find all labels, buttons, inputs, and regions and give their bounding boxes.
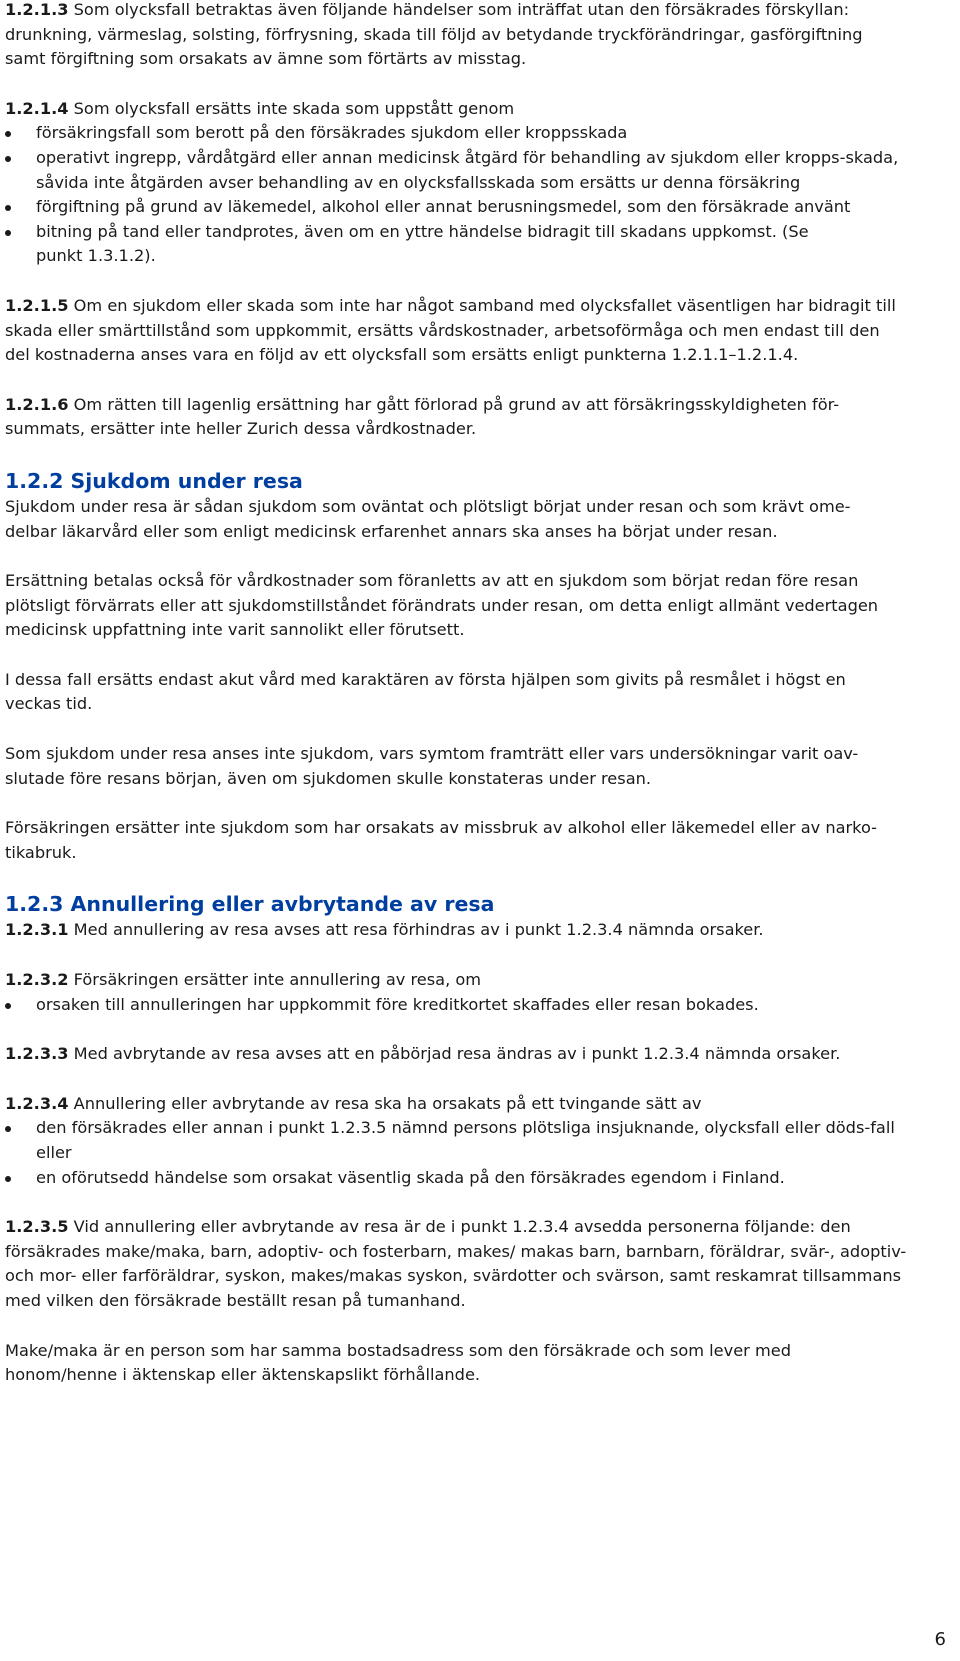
paragraph-1-2-1-5 — [5, 294, 905, 368]
document-page — [5, 0, 950, 1388]
clause-text: Som olycksfall betraktas även följande händelser som inträffat utan den försäkrades förskyllan: drunkning, värmeslag, solsting, förfrysning, skada till följd av betydande tryckförändringar, gasförgiftning samt förgiftning som orsakats av ämne som förtärts av misstag. — [5, 0, 863, 69]
paragraph-1-2-1-6 — [5, 393, 885, 442]
paragraph-1-2-3-2 — [5, 968, 950, 1017]
clause-text: Med avbrytande av resa avses att en påbörjad resa ändras av i punkt 1.2.3.4 nämnda orsaker. — [68, 1044, 841, 1064]
paragraph-sjukdom-3: I dessa fall ersätts endast akut vård med karaktären av första hjälpen som givits på resmålet i högst en veckas tid. — [5, 669, 846, 714]
clause-number: 1.2.1.4 — [5, 98, 69, 118]
bullet-list — [5, 1116, 920, 1190]
paragraph-1-2-3-4 — [5, 1092, 920, 1190]
list-item: förgiftning på grund av läkemedel, alkohol eller annat berusningsmedel, som den försäkrade använt — [5, 195, 905, 220]
bullet-icon — [5, 1176, 11, 1182]
paragraph-sjukdom-4: Som sjukdom under resa anses inte sjukdom, vars symtom framträtt eller vars undersökningar varit oav-slutade före resans början, även om sjukdomen skulle konstateras under resan. — [5, 744, 859, 788]
list-item: den försäkrades eller annan i punkt 1.2.3.5 nämnd persons plötsliga insjuknande, olycksfall eller döds-fall eller — [5, 1116, 920, 1165]
bullet-icon — [5, 230, 11, 236]
paragraph-sjukdom-1: Sjukdom under resa är sådan sjukdom som oväntat och plötsligt börjat under resan och som krävt ome-delbar läkarvård eller som enligt medicinsk erfarenhet annars ska anses ha börjat under resan. — [5, 496, 851, 541]
paragraph-sjukdom-2: Ersättning betalas också för vårdkostnader som föranletts av att en sjukdom som börjat redan före resan plötsligt förvärrats eller att sjukdomstillståndet förändrats under resan, om detta enligt allmänt vedertagen medicinsk uppfattning inte varit sannolikt eller förutsett. — [5, 571, 879, 640]
clause-number: 1.2.3.4 — [5, 1093, 69, 1113]
clause-text: Vid annullering eller avbrytande av resa är de i punkt 1.2.3.4 avsedda personerna följande: den försäkrades make/maka, barn, adoptiv- och fosterbarn, makes/ makas barn, barnbarn, föräldrar, svär-, adoptiv- och mor- eller farföräldrar, syskon, makes/makas syskon, svärdotter och svärson, samt reskamrat tillsammans med vilken den försäkrade beställt resan på tumanhand. — [5, 1217, 907, 1310]
bullet-icon — [5, 156, 11, 162]
clause-number: 1.2.1.5 — [5, 295, 69, 315]
clause-number: 1.2.1.3 — [5, 0, 69, 19]
paragraph-make-maka: Make/maka är en person som har samma bostadsadress som den försäkrade och som lever med honom/henne i äktenskap eller äktenskapslikt förhållande. — [5, 1340, 791, 1385]
list-item: en oförutsedd händelse som orsakat väsentlig skada på den försäkrades egendom i Finland. — [5, 1166, 920, 1191]
page-number: 6 — [934, 1629, 946, 1650]
clause-text: Försäkringen ersätter inte annullering av resa, om — [68, 970, 482, 990]
clause-text: Som olycksfall ersätts inte skada som uppstått genom — [68, 98, 515, 118]
bullet-icon — [5, 1003, 11, 1009]
list-item: operativt ingrepp, vårdåtgärd eller annan medicinsk åtgärd för behandling av sjukdom eller kropps-skada, såvida inte åtgärden avser behandling av en olycksfallsskada som ersätts ur denna försäkring — [5, 146, 905, 195]
clause-number: 1.2.3.1 — [5, 920, 69, 940]
list-item: bitning på tand eller tandprotes, även om en yttre händelse bidragit till skadans uppkomst. (Se punkt 1.3.1.2). — [5, 220, 905, 269]
paragraph-sjukdom-5: Försäkringen ersätter inte sjukdom som har orsakats av missbruk av alkohol eller läkemedel eller av narko-tikabruk. — [5, 818, 878, 862]
bullet-icon — [5, 131, 11, 137]
clause-text: Om rätten till lagenlig ersättning har gått förlorad på grund av att försäkringsskyldigheten för-summats, ersätter inte heller Zurich dessa vårdkostnader. — [5, 394, 840, 439]
paragraph-1-2-3-3 — [5, 1042, 950, 1067]
paragraph-1-2-3-5 — [5, 1215, 920, 1313]
clause-text: Annullering eller avbrytande av resa ska ha orsakats på ett tvingande sätt av — [68, 1093, 702, 1113]
paragraph-1-2-3-1 — [5, 918, 950, 943]
section-heading-1-2-2: 1.2.2 Sjukdom under resa — [5, 468, 303, 493]
list-item: försäkringsfall som berott på den försäkrades sjukdom eller kroppsskada — [5, 121, 905, 146]
clause-number: 1.2.3.2 — [5, 970, 69, 990]
clause-number: 1.2.3.5 — [5, 1217, 69, 1237]
bullet-icon — [5, 1126, 11, 1132]
list-item: orsaken till annulleringen har uppkommit före kreditkortet skaffades eller resan bokades. — [5, 993, 950, 1018]
clause-text: Om en sjukdom eller skada som inte har något samband med olycksfallet väsentligen har bidragit till skada eller smärttillstånd som uppkommit, ersätts vårdskostnader, arbetsoförmåga och men endast till den del kostnaderna anses vara en följd av ett olycksfall som ersätts enligt punkterna 1.2.1.1–1.2.1.4. — [5, 295, 896, 365]
clause-number: 1.2.1.6 — [5, 394, 69, 414]
bullet-icon — [5, 205, 11, 211]
paragraph-1-2-1-4 — [5, 97, 905, 269]
bullet-list — [5, 121, 905, 269]
clause-text: Med annullering av resa avses att resa förhindras av i punkt 1.2.3.4 nämnda orsaker. — [68, 920, 764, 940]
section-heading-1-2-3: 1.2.3 Annullering eller avbrytande av resa — [5, 892, 495, 917]
paragraph-1-2-1-3 — [5, 0, 905, 72]
bullet-list — [5, 993, 950, 1018]
clause-number: 1.2.3.3 — [5, 1044, 69, 1064]
